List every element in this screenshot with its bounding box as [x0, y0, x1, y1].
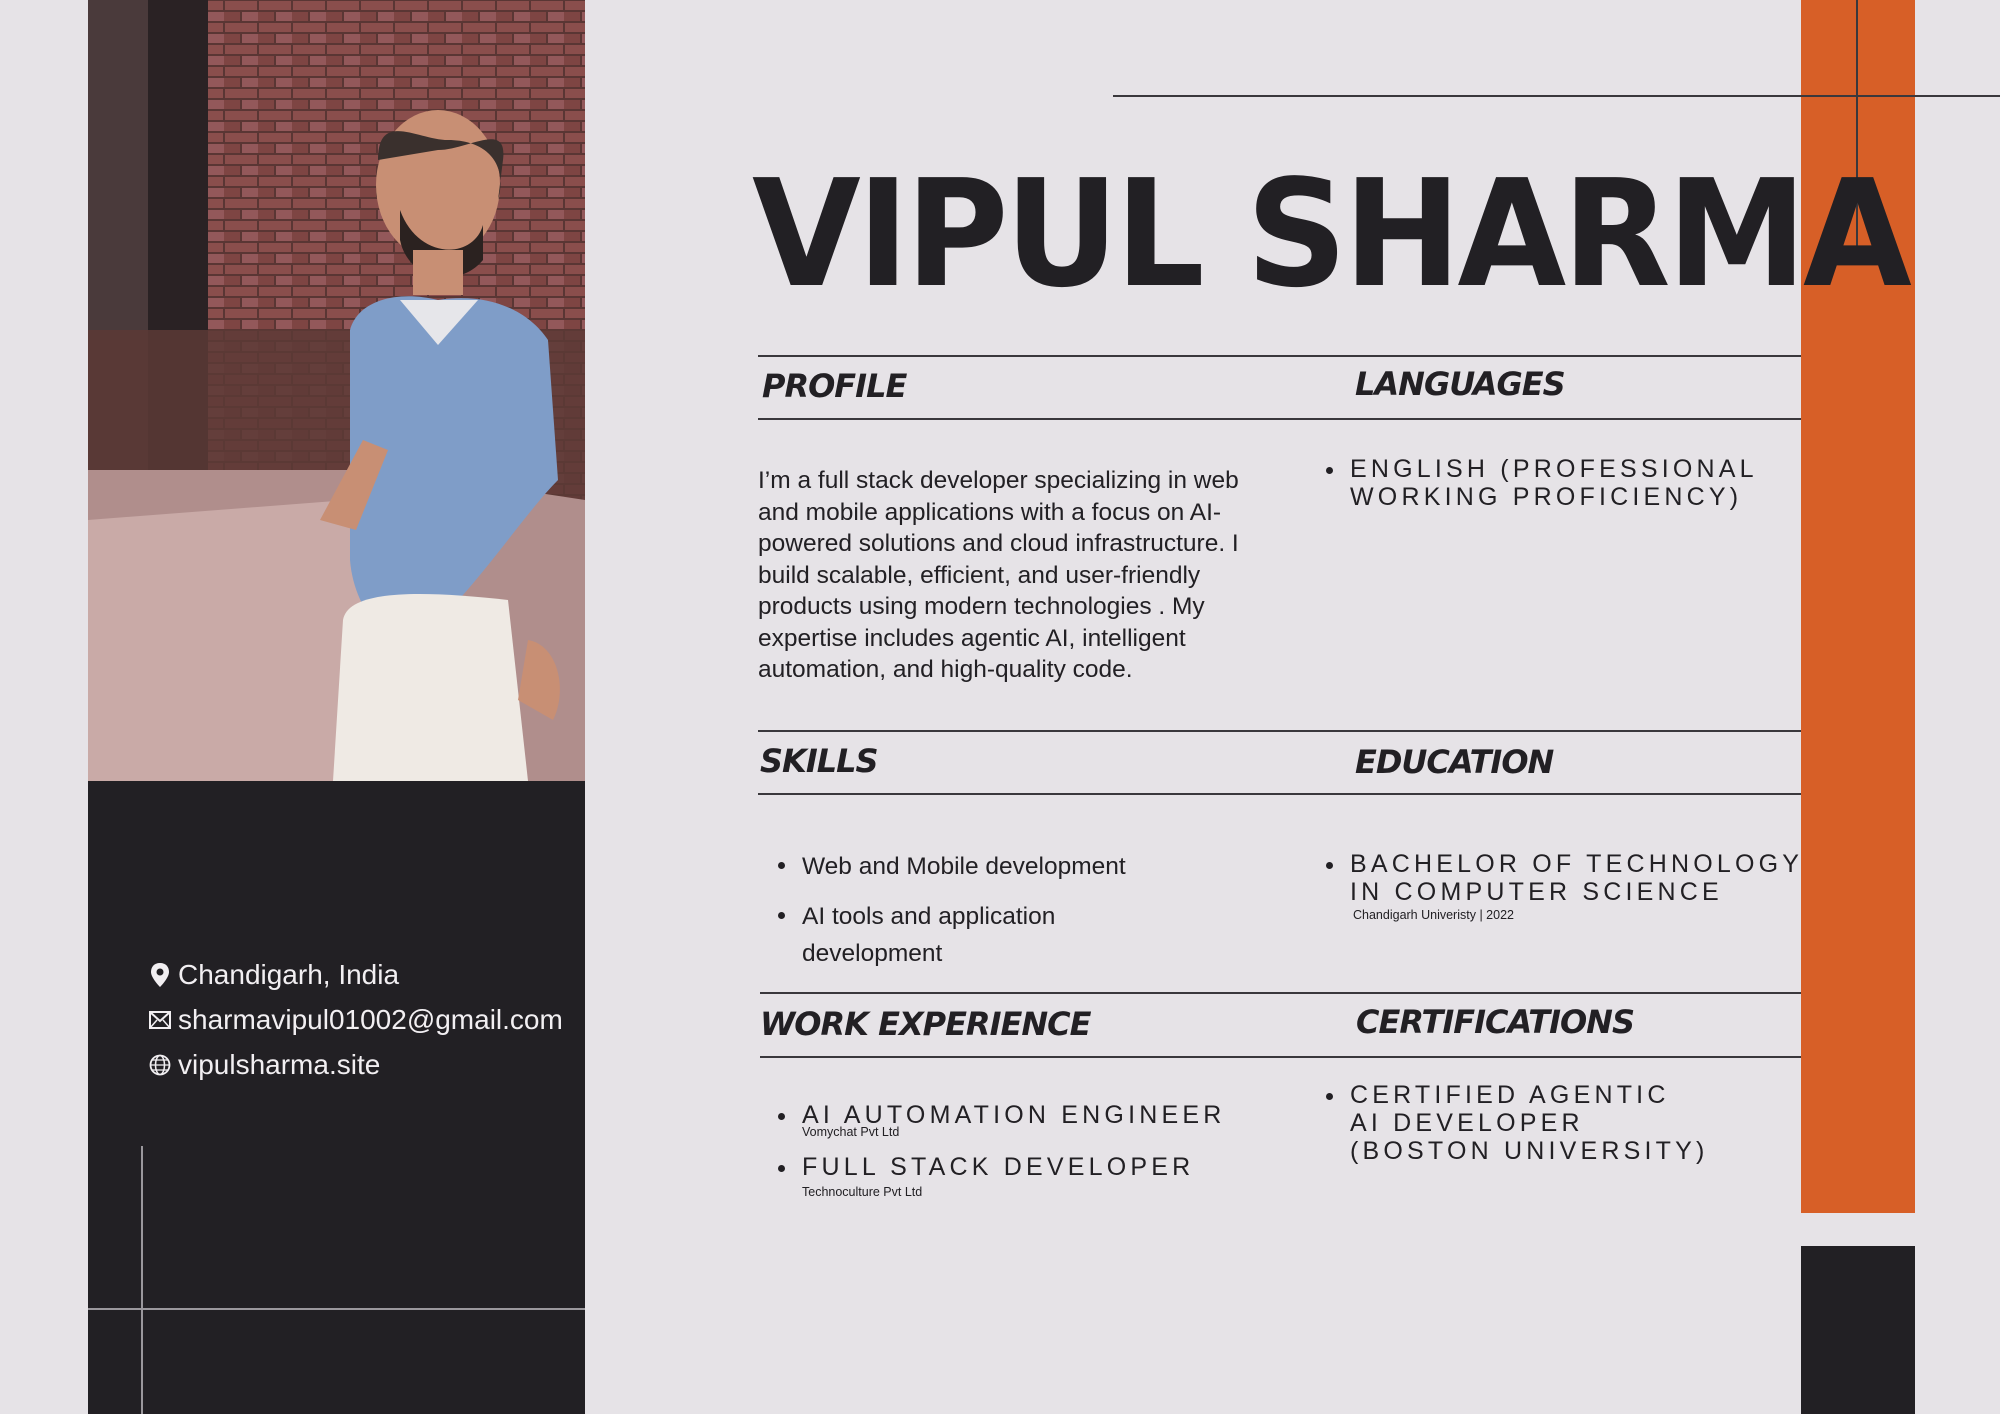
education-list: [1350, 850, 1820, 922]
envelope-icon: [148, 1008, 172, 1032]
section-rule: [758, 793, 1801, 795]
profile-text: I’m a full stack developer specializing in web and mobile applications with a focus on AI-powered solutions and cloud infrastructure. I build scalable, efficient, and user-friendly products using modern technologies . My expertise includes agentic AI, intelligent automation, and high-quality code.: [758, 467, 1239, 683]
location-text: Chandigarh, India: [178, 959, 400, 990]
skill-text: Web and Mobile development: [802, 853, 1126, 880]
job-company: Technoculture Pvt Ltd: [802, 1185, 923, 1199]
section-rule: [760, 992, 1801, 994]
degree-detail: Chandigarh Univeristy | 2022: [1353, 908, 1514, 922]
skills-list: [802, 848, 1132, 972]
decorative-horizontal-line: [88, 1308, 585, 1310]
contact-location: [148, 959, 399, 991]
job-company: Vomychat Pvt Ltd: [802, 1125, 900, 1139]
decorative-vertical-line: [141, 1146, 143, 1414]
section-rule: [758, 355, 1801, 357]
work-experience-heading: WORK EXPERIENCE: [760, 1005, 1091, 1043]
section-rule: [760, 1056, 1801, 1058]
contact-email[interactable]: [148, 1004, 563, 1036]
list-item: [1350, 1081, 1710, 1165]
bullet: [778, 862, 785, 869]
email-link[interactable]: sharmavipul01002@gmail.com: [178, 1004, 563, 1035]
profile-heading: PROFILE: [762, 367, 907, 405]
list-item: [802, 848, 1132, 885]
job-role: AI AUTOMATION ENGINEER: [802, 1101, 1226, 1129]
section-rule: [758, 730, 1801, 732]
list-item: [1350, 850, 1820, 922]
dark-accent-block: [1801, 1246, 1915, 1414]
certification-text: CERTIFIED AGENTIC AI DEVELOPER (BOSTON UNIVERSITY): [1350, 1081, 1709, 1165]
profile-photo: [88, 0, 585, 781]
bullet: [778, 1165, 785, 1172]
person-name: VIPUL SHARMA: [752, 148, 1909, 320]
bullet: [1326, 862, 1333, 869]
globe-icon: [148, 1053, 172, 1077]
language-text: ENGLISH (PROFESSIONAL WORKING PROFICIENCY): [1350, 455, 1757, 511]
degree-text: BACHELOR OF TECHNOLOGY IN COMPUTER SCIENCE: [1350, 850, 1803, 906]
contact-panel: [88, 781, 585, 1414]
education-heading: EDUCATION: [1355, 743, 1554, 781]
list-item: [802, 1101, 1242, 1139]
certifications-heading: CERTIFICATIONS: [1356, 1003, 1634, 1041]
bullet: [778, 1113, 785, 1120]
bullet: [778, 912, 785, 919]
certifications-list: [1350, 1081, 1710, 1165]
map-pin-icon: [148, 963, 172, 987]
list-item: [802, 1153, 1242, 1199]
skill-text: AI tools and application development: [802, 903, 1056, 967]
work-experience-list: [802, 1101, 1242, 1199]
bullet: [1326, 467, 1333, 474]
accent-bar-cross-line: [1801, 95, 2000, 97]
list-item: [802, 898, 1132, 972]
section-rule: [758, 418, 1801, 420]
bullet: [1326, 1093, 1333, 1100]
job-role: FULL STACK DEVELOPER: [802, 1153, 1195, 1181]
list-item: [1350, 455, 1770, 511]
contact-website[interactable]: [148, 1049, 380, 1081]
skills-heading: SKILLS: [760, 742, 878, 780]
languages-list: [1350, 455, 1770, 511]
languages-heading: LANGUAGES: [1355, 365, 1565, 403]
website-link[interactable]: vipulsharma.site: [178, 1049, 381, 1080]
